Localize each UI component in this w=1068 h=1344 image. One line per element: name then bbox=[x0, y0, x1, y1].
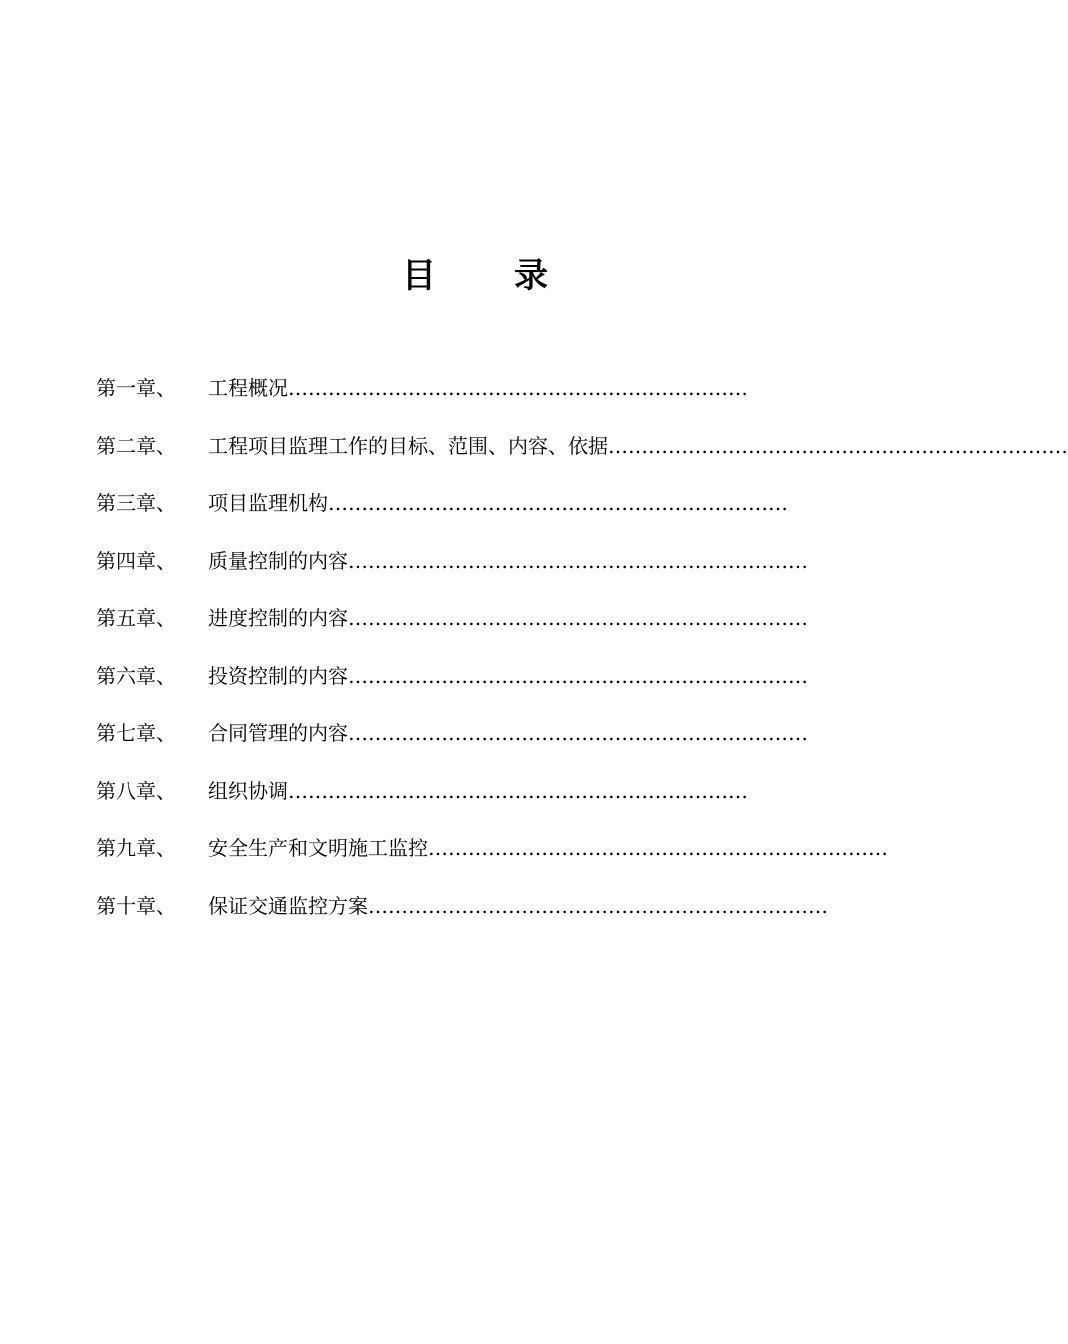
toc-chapter-label: 第六章、 bbox=[96, 663, 176, 688]
toc-dot-leader: …………………………………………………………… bbox=[608, 433, 1068, 458]
toc-entry-chapter-4[interactable] bbox=[96, 541, 808, 599]
toc-dot-leader: …………………………………………………………… bbox=[368, 893, 828, 918]
toc-entry-chapter-2[interactable] bbox=[96, 426, 1068, 484]
toc-chapter-title: 组织协调 bbox=[208, 778, 288, 803]
toc-dot-leader: …………………………………………………………… bbox=[288, 778, 748, 803]
toc-chapter-label: 第三章、 bbox=[96, 491, 176, 515]
toc-chapter-title: 质量控制的内容 bbox=[208, 548, 348, 573]
toc-entry-chapter-10[interactable] bbox=[96, 886, 828, 944]
toc-dot-leader: …………………………………………………………… bbox=[348, 606, 808, 630]
toc-chapter-title: 投资控制的内容 bbox=[208, 663, 348, 688]
toc-chapter-title: 合同管理的内容 bbox=[208, 721, 348, 745]
toc-chapter-label: 第十章、 bbox=[96, 893, 176, 918]
toc-chapter-label: 第一章、 bbox=[96, 376, 176, 400]
toc-chapter-label: 第二章、 bbox=[96, 433, 176, 458]
toc-entry-chapter-5[interactable] bbox=[96, 598, 808, 656]
page-title-left: 目 bbox=[402, 256, 436, 296]
toc-chapter-title: 进度控制的内容 bbox=[208, 606, 348, 630]
toc-chapter-title: 保证交通监控方案 bbox=[208, 893, 368, 918]
toc-entry-chapter-7[interactable] bbox=[96, 713, 808, 771]
table-of-contents bbox=[96, 368, 1068, 943]
toc-entry-chapter-3[interactable] bbox=[96, 483, 788, 541]
toc-chapter-label: 第四章、 bbox=[96, 548, 176, 573]
toc-chapter-title: 工程项目监理工作的目标、范围、内容、依据 bbox=[208, 433, 608, 458]
toc-chapter-label: 第七章、 bbox=[96, 721, 176, 745]
toc-dot-leader: …………………………………………………………… bbox=[428, 836, 888, 860]
toc-dot-leader: …………………………………………………………… bbox=[288, 376, 748, 400]
toc-entry-chapter-6[interactable] bbox=[96, 656, 808, 714]
page-title-right: 录 bbox=[514, 256, 548, 296]
page-title bbox=[0, 252, 950, 300]
toc-entry-chapter-9[interactable] bbox=[96, 828, 888, 886]
toc-dot-leader: …………………………………………………………… bbox=[348, 663, 808, 688]
toc-chapter-label: 第五章、 bbox=[96, 606, 176, 630]
toc-dot-leader: …………………………………………………………… bbox=[328, 491, 788, 515]
toc-dot-leader: …………………………………………………………… bbox=[348, 548, 808, 573]
toc-chapter-label: 第九章、 bbox=[96, 836, 176, 860]
toc-entry-chapter-1[interactable] bbox=[96, 368, 756, 426]
toc-chapter-title: 项目监理机构 bbox=[208, 491, 328, 515]
toc-dot-leader: …………………………………………………………… bbox=[348, 721, 808, 745]
toc-entry-chapter-8[interactable] bbox=[96, 771, 756, 829]
toc-chapter-title: 工程概况 bbox=[208, 376, 288, 400]
toc-chapter-title: 安全生产和文明施工监控 bbox=[208, 836, 428, 860]
toc-chapter-label: 第八章、 bbox=[96, 778, 176, 803]
